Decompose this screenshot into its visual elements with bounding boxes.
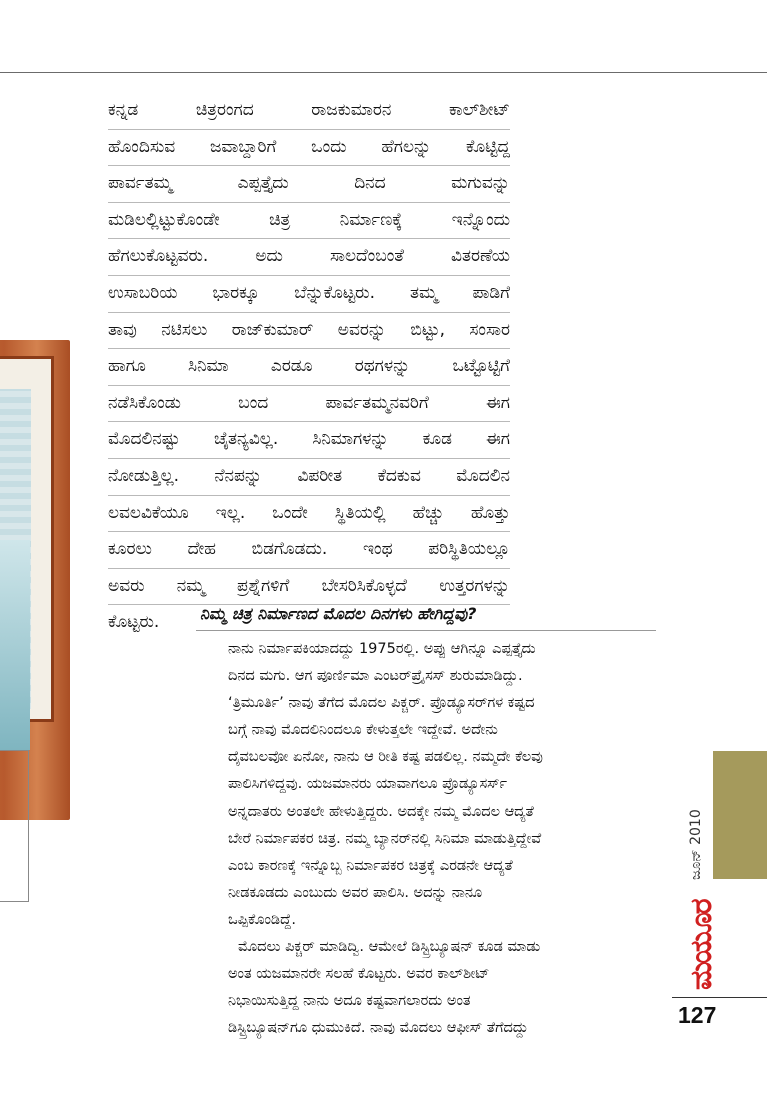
article-line: ಅವರು ನಮ್ಮ ಪ್ರಶ್ನೆಗಳಿಗೆ ಬೇಸರಿಸಿಕೊಳ್ಳದೆ ಉತ್ತರಗಳನ್ನು [108,569,510,606]
interview-question: ನಿಮ್ಮ ಚಿತ್ರ ನಿರ್ಮಾಣದ ಮೊದಲ ದಿನಗಳು ಹೇಗಿದ್ದವು? [200,604,477,623]
answer-line: ಪಾಲಿಸಿಗಳಿದ್ದವು. ಯಜಮಾನರು ಯಾವಾಗಲೂ ಪ್ರೊಡ್ಯೂಸರ್ಸ್ [228,776,508,793]
answer-line: ಬೇರೆ ನಿರ್ಮಾಪಕರ ಚಿತ್ರ. ನಮ್ಮ ಬ್ಯಾನರ್‌ನಲ್ಲಿ ಸಿನಿಮಾ ಮಾಡುತ್ತಿದ್ದೇವೆ [228,830,542,847]
left-panel-box [0,750,29,902]
answer-line: ಬಗ್ಗೆ ನಾವು ಮೊದಲಿನಿಂದಲೂ ಕೇಳುತ್ತಲೇ ಇದ್ದೇವೆ. ಅದೇನು [228,722,498,739]
photo-background-image [0,540,30,750]
answer-line: ಒಪ್ಪಿಕೊಂಡಿದ್ದೆ. [228,911,296,928]
answer-line: ನಿಭಾಯಿಸುತ್ತಿದ್ದ ನಾನು ಅದೂ ಕಷ್ಟವಾಗಲಾರದು ಅಂತ [228,993,471,1010]
answer-line: ‘ತ್ರಿಮೂರ್ತಿ’ ನಾವು ತೆಗೆದ ಮೊದಲ ಪಿಕ್ಚರ್. ಪ್ರೊಡ್ಯೂಸರ್‌ಗಳ ಕಷ್ಟದ [228,695,535,712]
article-body [108,93,510,641]
answer-line: ಅನ್ನದಾತರು ಅಂತಲೇ ಹೇಳುತ್ತಿದ್ದರು. ಅದಕ್ಕೇ ನಮ್ಮ ಮೊದಲ ಆದ್ಯತೆ [228,803,534,820]
answer-line: ಡಿಸ್ಟ್ರಿಬ್ಯೂಷನ್‌ಗೂ ಧುಮುಕಿದೆ. ನಾವು ಮೊದಲು ಆಫೀಸ್ ತೆಗೆದದ್ದು [228,1020,529,1037]
page-number: 127 [678,1002,717,1028]
article-line: ಹಾಗೂ ಸಿನಿಮಾ ಎರಡೂ ರಥಗಳನ್ನು ಒಟ್ಟೊಟ್ಟಿಗೆ [108,349,510,386]
article-line: ತಾವು ನಟಿಸಲು ರಾಜ್‌ಕುಮಾರ್ ಅವರನ್ನು ಬಿಟ್ಟು, ಸಂಸಾರ [108,313,510,350]
accent-block [713,751,767,879]
footer-rule [672,997,767,998]
article-line: ಮಡಿಲಲ್ಲಿಟ್ಟುಕೊಂಡೇ ಚಿತ್ರ ನಿರ್ಮಾಣಕ್ಕೆ ಇನ್ನೊಂದು [108,203,510,240]
article-line: ಉಸಾಬರಿಯ ಭಾರಕ್ಕೂ ಬೆನ್ನುಕೊಟ್ಟರು. ತಮ್ಮ ಪಾಡಿಗೆ [108,276,510,313]
answer-line: ದಿನದ ಮಗು. ಆಗ ಪೂರ್ಣಿಮಾ ಎಂಟರ್‌ಪ್ರೈಸಸ್ ಶುರುಮಾಡಿದ್ದು. [228,668,523,685]
article-line: ಕೂರಲು ದೇಹ ಬಿಡಗೊಡದು. ಇಂಥ ಪರಿಸ್ಥಿತಿಯಲ್ಲೂ [108,532,510,569]
answer-line: ದೈವಬಲವೋ ಏನೋ, ನಾನು ಆ ರೀತಿ ಕಷ್ಟ ಪಡಲಿಲ್ಲ. ನಮ್ಮದೇ ಕೆಲವು [228,749,543,766]
article-line: ಹೊಂದಿಸುವ ಜವಾಬ್ದಾರಿಗೆ ಒಂದು ಹೆಗಲನ್ನು ಕೊಟ್ಟಿದ್ದ [108,130,510,167]
answer-line: ನೀಡಕೂಡದು ಎಂಬುದು ಅವರ ಪಾಲಿಸಿ. ಅದನ್ನು ನಾನೂ [228,884,483,901]
answer-line: ಮೊದಲು ಪಿಕ್ಚರ್ ಮಾಡಿದ್ವಿ. ಆಮೇಲೆ ಡಿಸ್ಟ್ರಿಬ್ಯೂಷನ್ ಕೂಡ ಮಾಡು [238,939,541,956]
issue-date: ಜೂನ್ 2010 [688,809,704,880]
interview-answer [228,636,668,1042]
article-line: ನೋಡುತ್ತಿಲ್ಲ. ನೆನಪನ್ನು ವಿಪರೀತ ಕೆದಕುವ ಮೊದಲಿನ [108,459,510,496]
article-line: ಹೆಗಲುಕೊಟ್ಟವರು. ಅದು ಸಾಲದೆಂಬಂತೆ ವಿತರಣೆಯ [108,239,510,276]
answer-line: ಎಂಬ ಕಾರಣಕ್ಕೆ ಇನ್ನೊಬ್ಬ ನಿರ್ಮಾಪಕರ ಚಿತ್ರಕ್ಕೆ ಎರಡನೇ ಆದ್ಯತೆ [228,857,513,874]
answer-line: ಅಂತ ಯಜಮಾನರೇ ಸಲಹೆ ಕೊಟ್ಟರು. ಅವರ ಕಾಲ್‌ಶೀಟ್ [228,966,490,983]
question-rule [196,630,656,631]
header-rule [0,72,767,73]
article-line: ಪಾರ್ವತಮ್ಮ ಎಪ್ಪತ್ತೈದು ದಿನದ ಮಗುವನ್ನು [108,166,510,203]
article-line: ಕನ್ನಡ ಚಿತ್ರರಂಗದ ರಾಜಕುಮಾರನ ಕಾಲ್‌ಶೀಟ್ [108,93,510,130]
magazine-logo: ಮಯೂರ [684,900,719,990]
answer-line: ನಾನು ನಿರ್ಮಾಪಕಿಯಾದದ್ದು 1975ರಲ್ಲಿ. ಅಪ್ಪು ಆಗಿನ್ನೂ ಎಪ್ಪತ್ತೈದು [228,641,536,657]
article-line: ಲವಲವಿಕೆಯೂ ಇಲ್ಲ. ಒಂದೇ ಸ್ಥಿತಿಯಲ್ಲಿ ಹೆಚ್ಚು ಹೊತ್ತು [108,496,510,533]
article-line: ಮೊದಲಿನಷ್ಟು ಚೈತನ್ಯವಿಲ್ಲ. ಸಿನಿಮಾಗಳನ್ನು ಕೂಡ ಈಗ [108,422,510,459]
article-line: ಕೊಟ್ಟರು. [108,612,160,633]
article-line: ನಡೆಸಿಕೊಂಡು ಬಂದ ಪಾರ್ವತಮ್ಮನವರಿಗೆ ಈಗ [108,386,510,423]
